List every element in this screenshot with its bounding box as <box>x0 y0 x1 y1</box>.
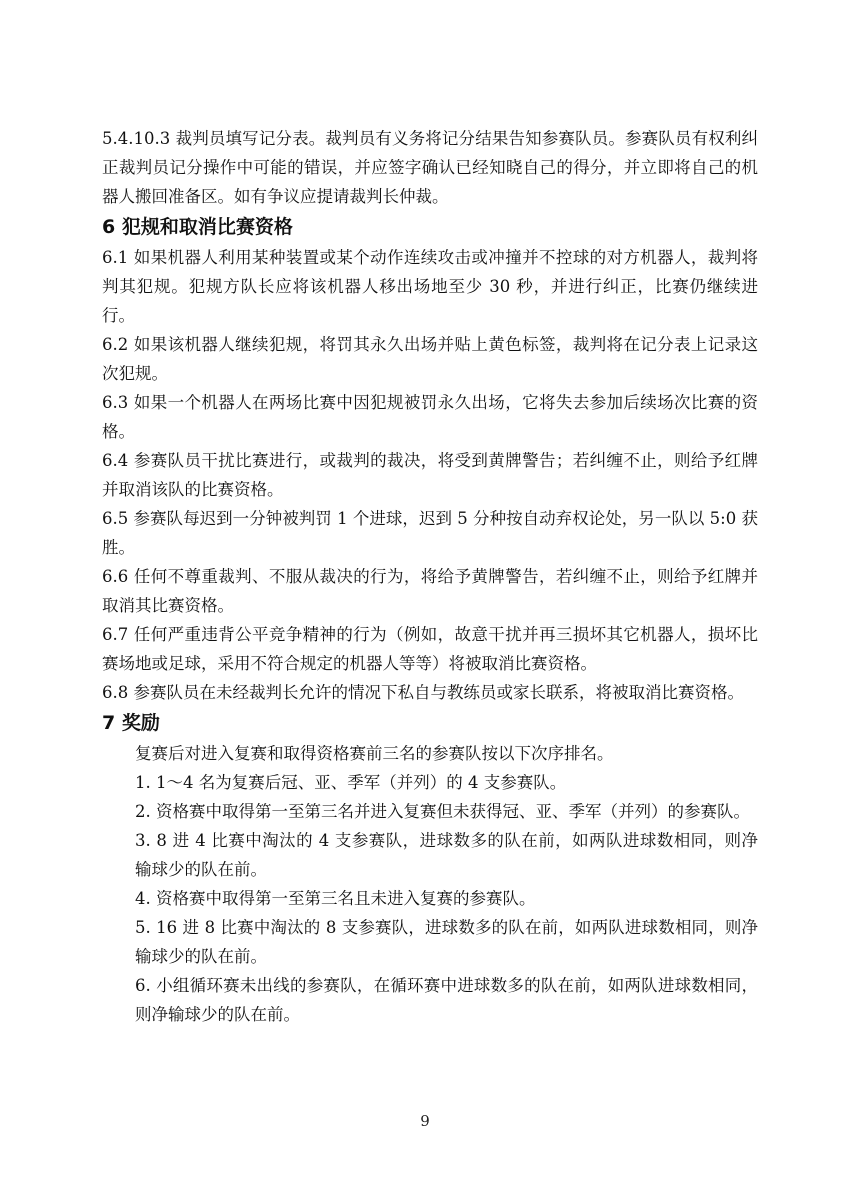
rule-6-6: 6.6 任何不尊重裁判、不服从裁决的行为，将给予黄牌警告，若纠缠不止，则给予红牌并取消其比赛资格。 <box>102 567 758 615</box>
ranking-item-5: 5. 16 进 8 比赛中淘汰的 8 支参赛队，进球数多的队在前，如两队进球数相同，则净输球少的队在前。 <box>135 918 758 966</box>
rule-6-1: 6.1 如果机器人利用某种装置或某个动作连续攻击或冲撞并不控球的对方机器人，裁判将判其犯规。犯规方队长应将该机器人移出场地至少 30 秒，并进行纠正，比赛仍继续进行。 <box>102 248 758 325</box>
paragraph-5-4-10-3: 5.4.10.3 裁判员填写记分表。裁判员有义务将记分结果告知参赛队员。参赛队员有权利纠正裁判员记分操作中可能的错误，并应签字确认已经知晓自己的得分，并立即将自己的机器人搬回准备区。如有争议应提请裁判长仲裁。 <box>102 129 758 206</box>
rule-6-8: 6.8 参赛队员在未经裁判长允许的情况下私自与教练员或家长联系，将被取消比赛资格。 <box>102 683 744 702</box>
ranking-item-1: 1. 1～4 名为复赛后冠、亚、季军（并列）的 4 支参赛队。 <box>135 773 567 792</box>
ranking-item-6: 6. 小组循环赛未出线的参赛队，在循环赛中进球数多的队在前，如两队进球数相同，则净输球少的队在前。 <box>135 976 758 1024</box>
section-7-intro: 复赛后对进入复赛和取得资格赛前三名的参赛队按以下次序排名。 <box>135 744 614 763</box>
page-content <box>102 124 758 1029</box>
ranking-item-4: 4. 资格赛中取得第一至第三名且未进入复赛的参赛队。 <box>135 889 536 908</box>
ranking-item-2: 2. 资格赛中取得第一至第三名并进入复赛但未获得冠、亚、季军（并列）的参赛队。 <box>135 802 750 821</box>
section-6-heading: 6 犯规和取消比赛资格 <box>102 216 293 238</box>
ranking-item-3: 3. 8 进 4 比赛中淘汰的 4 支参赛队，进球数多的队在前，如两队进球数相同，则净输球少的队在前。 <box>135 831 758 879</box>
rule-6-3: 6.3 如果一个机器人在两场比赛中因犯规被罚永久出场，它将失去参加后续场次比赛的资格。 <box>102 393 758 441</box>
rule-6-7: 6.7 任何严重违背公平竞争精神的行为（例如，故意干扰并再三损坏其它机器人，损坏比赛场地或足球，采用不符合规定的机器人等等）将被取消比赛资格。 <box>102 625 758 673</box>
rule-6-2: 6.2 如果该机器人继续犯规，将罚其永久出场并贴上黄色标签，裁判将在记分表上记录这次犯规。 <box>102 335 758 383</box>
section-7-heading: 7 奖励 <box>102 712 160 734</box>
page-number: 9 <box>420 1112 430 1130</box>
rule-6-4: 6.4 参赛队员干扰比赛进行，或裁判的裁决，将受到黄牌警告；若纠缠不止，则给予红牌并取消该队的比赛资格。 <box>102 451 758 499</box>
rule-6-5: 6.5 参赛队每迟到一分钟被判罚 1 个进球，迟到 5 分种按自动弃权论处，另一队以 5:0 获胜。 <box>102 509 758 557</box>
